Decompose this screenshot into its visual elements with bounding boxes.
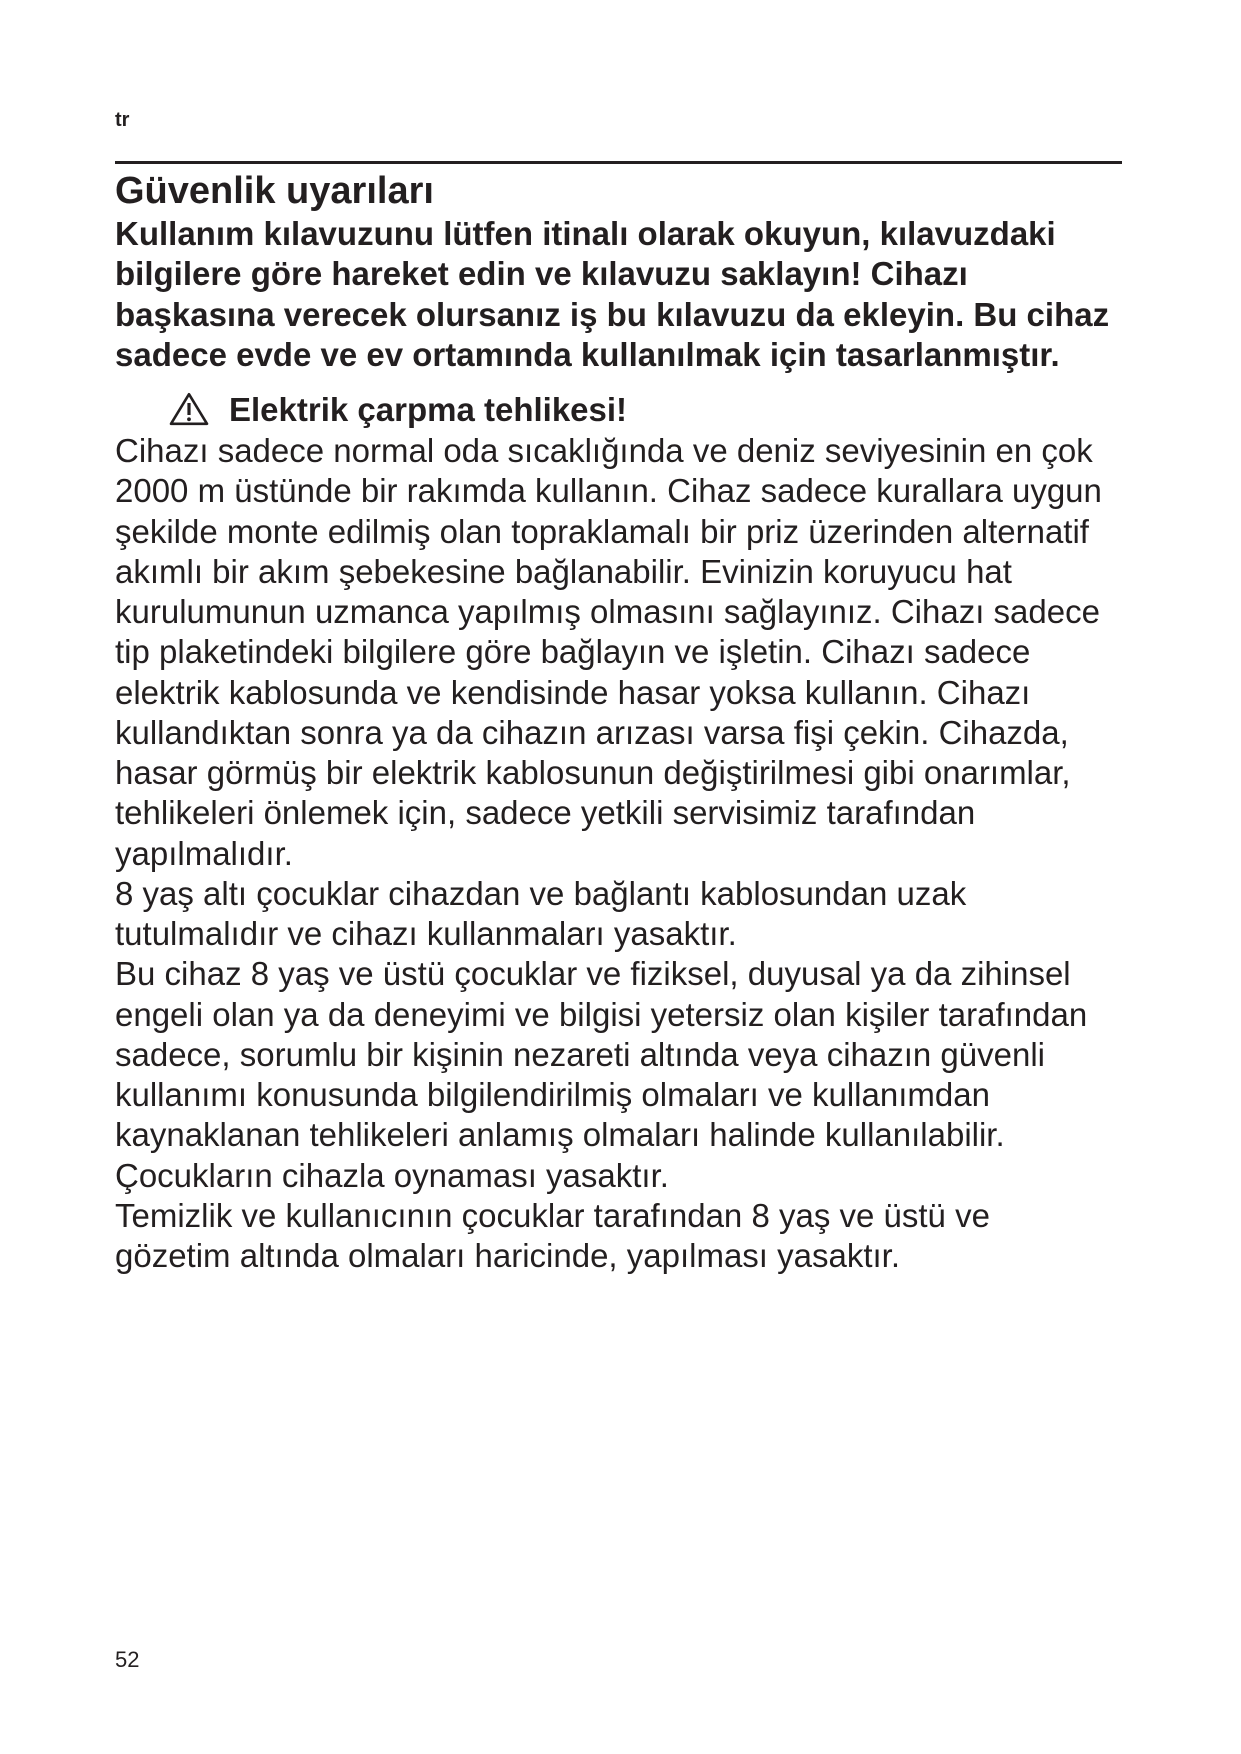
header-rule: [115, 161, 1122, 164]
warning-triangle-icon: [169, 392, 209, 426]
body-paragraph-cleaning: Temizlik ve kullanıcının çocuklar tarafından 8 yaş ve üstü ve gözetim altında olmaları haricinde, yapılması yasaktır.: [115, 1196, 990, 1274]
body-paragraph-children-under-8: 8 yaş altı çocuklar cihazdan ve bağlantı kablosundan uzak tutulmalıdır ve cihazı kullanmaları yasaktır.: [115, 874, 967, 952]
body-paragraph-supervision: Bu cihaz 8 yaş ve üstü çocuklar ve fiziksel, duyusal ya da zihinsel engeli olan ya da deneyimi ve bilgisi yetersiz olan kişiler tarafından sadece, sorumlu bir kişinin nezareti altında veya cihazın güvenli kullanımı konusunda bilgilendirilmiş olmaları ve kullanımdan kaynaklanan tehlikeleri anlamış olmaları halinde kullanılabilir. Çocukların cihazla oynaması yasaktır.: [115, 955, 1088, 1194]
warning-title: Elektrik çarpma tehlikesi!: [229, 391, 628, 428]
section-title: Güvenlik uyarıları: [115, 170, 434, 212]
body-text: [115, 431, 1125, 1276]
body-paragraph-electrical: Cihazı sadece normal oda sıcaklığında ve deniz seviyesinin en çok 2000 m üstünde bir rakımda kullanın. Cihaz sadece kurallara uygun şekilde monte edilmiş olan topraklamalı bir priz üzerinden alternatif akımlı bir akım şebekesine bağlanabilir. Evinizin koruyucu hat kurulumunun uzmanca yapılmış olmasını sağlayınız. Cihazı sadece tip plaketindeki bilgilere göre bağlayın ve işletin. Cihazı sadece elektrik kablosunda ve kendisinde hasar yoksa kullanın. Cihazı kullandıktan sonra ya da cihazın arızası varsa fişi çekin. Cihazda, hasar görmüş bir elektrik kablosunun değiştirilmesi gibi onarımlar, tehlikeleri önlemek için, sadece yetkili servisimiz tarafından yapılmalıdır.: [115, 432, 1102, 872]
language-tag: tr: [115, 109, 130, 131]
page-number: 52: [115, 1647, 140, 1672]
intro-paragraph: Kullanım kılavuzunu lütfen itinalı olarak okuyun, kılavuzdaki bilgilere göre hareket edin ve kılavuzu saklayın! Cihazı başkasına verecek olursanız iş bu kılavuzu da ekleyin. Bu cihaz sadece evde ve ev ortamında kullanılmak için tasarlanmıştır.: [115, 215, 1110, 373]
